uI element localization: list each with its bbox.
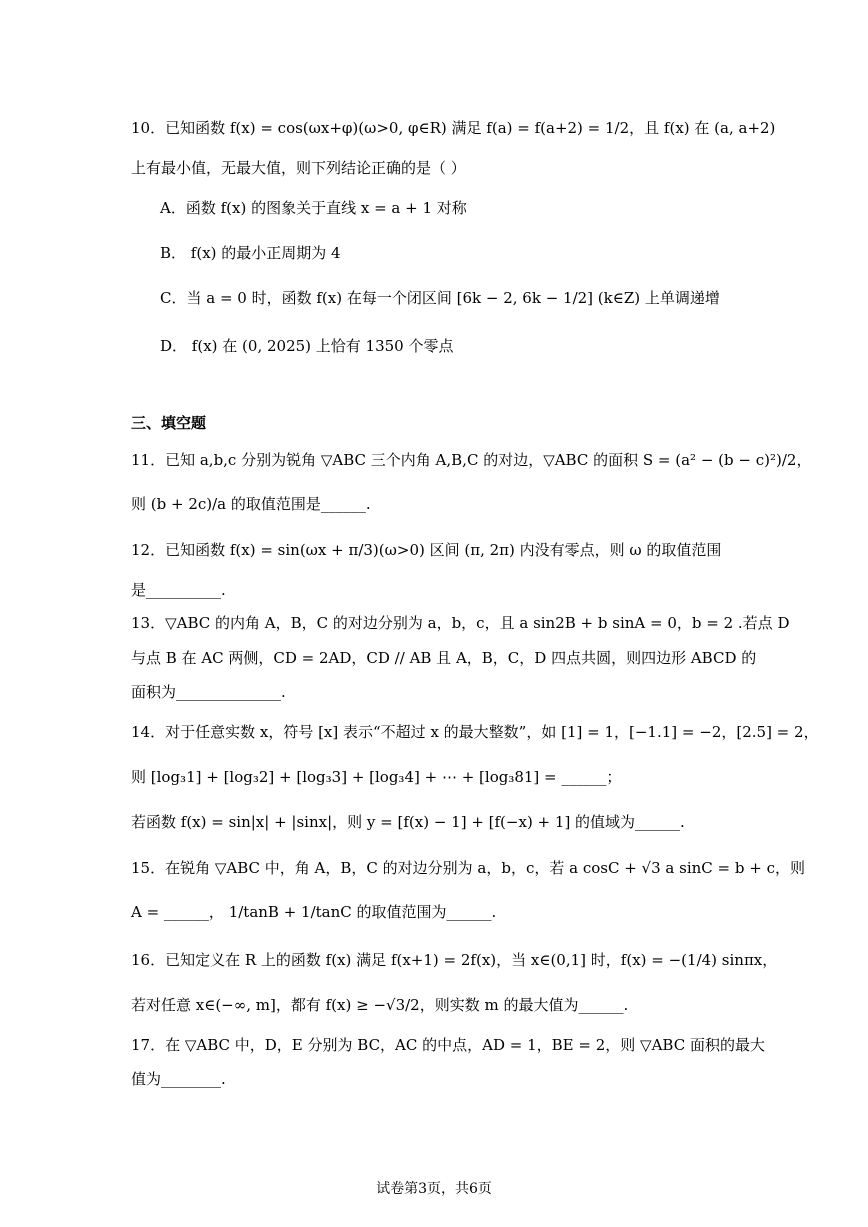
q11-line2: 则 (b + 2c)/a 的取值范围是______. xyxy=(131,495,371,513)
q10-option-c: C．当 a = 0 时，函数 f(x) 在每一个闭区间 [6k − 2, 6k − 1/2] (k∈Z) 上单调递增 xyxy=(160,289,720,307)
section-heading: 三、填空题 xyxy=(131,414,207,432)
q12-line2: 是__________. xyxy=(131,581,226,599)
q10-option-d: D． f(x) 在 (0, 2025) 上恰有 1350 个零点 xyxy=(160,337,454,355)
q15-line1: 15．在锐角 ▽ABC 中，角 A，B，C 的对边分别为 a，b，c，若 a cosC + √3 a sinC = b + c，则 xyxy=(131,859,805,877)
q17-line2: 值为________. xyxy=(131,1070,226,1088)
q10-option-b: B． f(x) 的最小正周期为 4 xyxy=(160,244,341,262)
q10-line2: 上有最小值，无最大值，则下列结论正确的是（ ） xyxy=(131,159,466,177)
q13-line1: 13．▽ABC 的内角 A，B，C 的对边分别为 a，b，c，且 a sin2B + b sinA = 0，b = 2 .若点 D xyxy=(131,614,790,632)
q16-line1: 16．已知定义在 R 上的函数 f(x) 满足 f(x+1) = 2f(x)，当 x∈(0,1] 时，f(x) = −(1/4) sinπx， xyxy=(131,951,778,969)
q13-line3: 面积为______________. xyxy=(131,683,286,701)
q10-line1: 10．已知函数 f(x) = cos(ωx+φ)(ω>0, φ∈R) 满足 f(a) = f(a+2) = 1/2，且 f(x) 在 (a, a+2) xyxy=(131,119,776,137)
page-footer: 试卷第3页，共6页 xyxy=(376,1181,492,1197)
q14-line1: 14．对于任意实数 x，符号 [x] 表示“不超过 x 的最大整数”，如 [1] = 1，[−1.1] = −2，[2.5] = 2， xyxy=(131,723,819,741)
q12-line1: 12．已知函数 f(x) = sin(ωx + π/3)(ω>0) 区间 (π, 2π) 内没有零点，则 ω 的取值范围 xyxy=(131,541,722,559)
q15-line2: A = ______， 1/tanB + 1/tanC 的取值范围为______. xyxy=(131,903,497,921)
q17-line1: 17．在 ▽ABC 中，D，E 分别为 BC，AC 的中点，AD = 1，BE = 2，则 ▽ABC 面积的最大 xyxy=(131,1036,765,1054)
q14-line3: 若函数 f(x) = sin|x| + |sinx|，则 y = [f(x) − 1] + [f(−x) + 1] 的值域为______. xyxy=(131,813,685,831)
q11-line1: 11．已知 a,b,c 分别为锐角 ▽ABC 三个内角 A,B,C 的对边，▽ABC 的面积 S = (a² − (b − c)²)/2， xyxy=(131,451,812,469)
q13-line2: 与点 B 在 AC 两侧，CD = 2AD，CD // AB 且 A，B，C，D 四点共圆，则四边形 ABCD 的 xyxy=(131,649,757,667)
q10-option-a: A．函数 f(x) 的图象关于直线 x = a + 1 对称 xyxy=(160,199,467,217)
q14-line2: 则 [log₃1] + [log₃2] + [log₃3] + [log₃4] + ⋯ + [log₃81] = ______； xyxy=(131,768,622,786)
q16-line2: 若对任意 x∈(−∞, m]，都有 f(x) ≥ −√3/2，则实数 m 的最大值为______. xyxy=(131,996,629,1014)
